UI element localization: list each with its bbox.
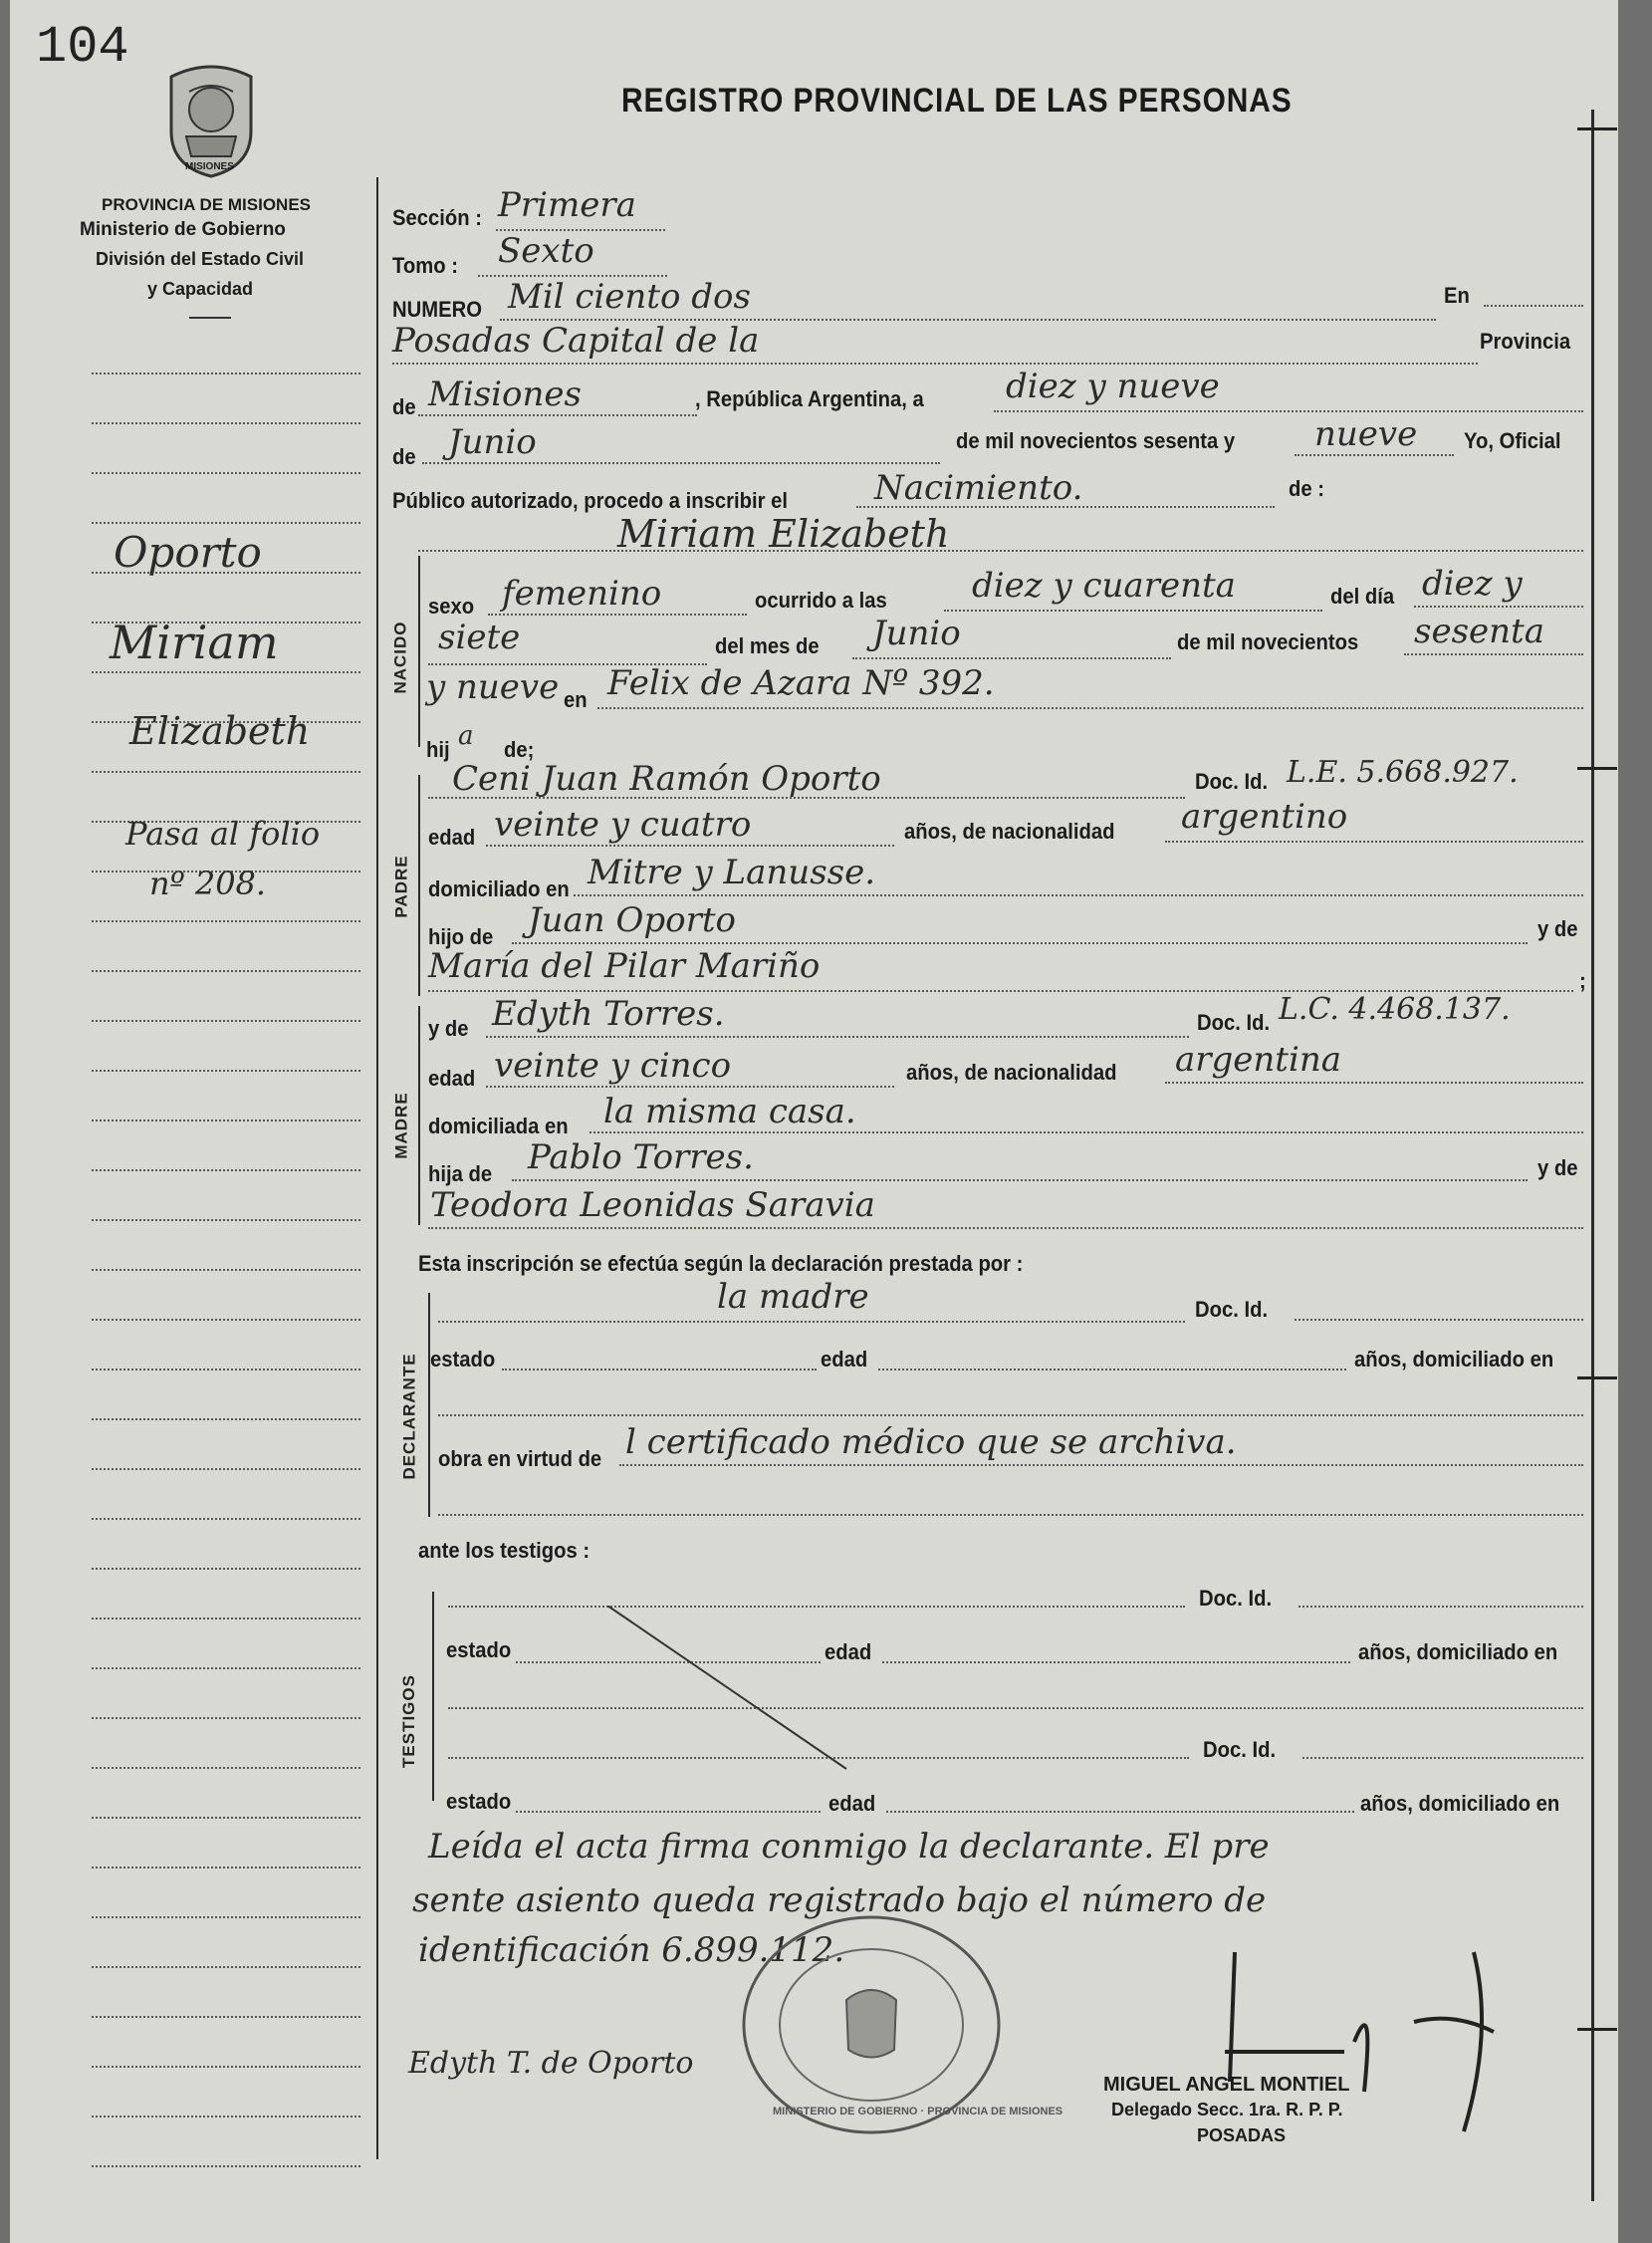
testigo2-doc-label: Doc. Id.	[1203, 1737, 1277, 1762]
page-title: REGISTRO PROVINCIAL DE LAS PERSONAS	[621, 82, 1293, 120]
crest-label: MISIONES	[185, 161, 234, 172]
anio-nac-2-value: y nueve	[426, 667, 560, 707]
hij-label: hij	[426, 737, 450, 762]
margin-rule	[92, 1767, 360, 1769]
testigo2-anos-label: años, domiciliado en	[1360, 1791, 1560, 1816]
ocurrido-label: ocurrido a las	[755, 588, 887, 613]
stamp-text: MINISTERIO DE GOBIERNO · PROVINCIA DE MISIONES	[773, 2106, 1063, 2118]
coat-of-arms-icon	[161, 62, 261, 181]
de-label-2: de	[392, 444, 416, 469]
padre-nac-value: argentino	[1181, 797, 1348, 837]
padre-bracket	[418, 775, 420, 996]
margin-rule	[92, 2066, 360, 2068]
section-testigos: TESTIGOS	[398, 1674, 418, 1768]
dia-nac-2-value: siete	[438, 618, 521, 657]
de-label: de	[392, 394, 416, 419]
right-rule	[1591, 110, 1594, 2201]
official-stamp	[737, 1910, 1063, 2139]
acto-value: Nacimiento.	[874, 468, 1083, 508]
madre-nombre-value: Edyth Torres.	[492, 994, 725, 1034]
margin-rule	[92, 1867, 360, 1869]
margin-rule	[92, 1468, 360, 1470]
madre-bracket	[418, 1006, 420, 1225]
fecha-dia-value: diez y nueve	[1006, 367, 1220, 406]
margin-rule	[92, 1269, 360, 1271]
testigo1-anos-label: años, domiciliado en	[1358, 1639, 1558, 1664]
sexo-label: sexo	[428, 594, 475, 619]
nacido-bracket	[418, 556, 420, 747]
nota-line-3: identificación 6.899.112.	[418, 1930, 845, 1970]
seccion-value: Primera	[498, 185, 636, 225]
padre-doc-value: L.E. 5.668.927.	[1287, 755, 1519, 790]
madre-dom-value: la misma casa.	[603, 1092, 856, 1131]
binding-thread	[1577, 127, 1617, 130]
testigos-bracket	[432, 1592, 434, 1801]
obra-value: l certificado médico que se archiva.	[625, 1422, 1237, 1462]
padre-hijo-de-label: hijo de	[428, 924, 494, 949]
madre-doc-value: L.C. 4.468.137.	[1279, 992, 1511, 1027]
publico-label: Público autorizado, procedo a inscribir el	[392, 488, 789, 513]
section-nacido: NACIDO	[390, 621, 410, 694]
numero-value: Mil ciento dos	[508, 277, 751, 317]
declarante-anos-label: años, domiciliado en	[1354, 1347, 1554, 1371]
hij-de-label: de;	[504, 737, 535, 762]
margin-rule	[92, 1966, 360, 1968]
margin-rule	[92, 1568, 360, 1570]
lugar-nac-value: Felix de Azara Nº 392.	[607, 663, 995, 703]
officer-place: POSADAS	[1197, 2125, 1287, 2145]
mes-nac-value: Junio	[872, 614, 961, 653]
padre-hijo-de-value: Juan Oporto	[528, 900, 736, 940]
provincia-value: Misiones	[428, 374, 582, 414]
declarante-doc-label: Doc. Id.	[1195, 1297, 1269, 1322]
tomo-label: Tomo :	[392, 253, 458, 278]
tomo-value: Sexto	[498, 231, 594, 271]
margin-rule	[92, 1418, 360, 1420]
testigo2-edad-label: edad	[828, 1791, 876, 1816]
margin-rule	[92, 1319, 360, 1321]
de-mil-label: de mil novecientos sesenta y	[956, 428, 1236, 453]
nombre-value: Miriam Elizabeth	[617, 512, 950, 556]
section-declarante: DECLARANTE	[399, 1353, 419, 1480]
en-lower-label: en	[564, 687, 588, 712]
madre-doc-label: Doc. Id.	[1197, 1010, 1271, 1035]
margin-rule	[92, 2116, 360, 2118]
margin-rule	[92, 422, 360, 424]
margin-rule	[92, 771, 360, 773]
en-label: En	[1444, 283, 1470, 308]
sexo-value: femenino	[502, 574, 662, 614]
section-padre: PADRE	[391, 855, 411, 918]
cancel-line	[607, 1606, 856, 1775]
margin-rule	[92, 1120, 360, 1122]
republica-label: , República Argentina, a	[695, 386, 924, 411]
dia-nac-1-value: diez y	[1422, 564, 1523, 604]
document-page	[10, 0, 1618, 2243]
testigo1-doc-label: Doc. Id.	[1199, 1586, 1273, 1611]
inscripcion-label: Esta inscripción se efectúa según la declaración prestada por :	[418, 1251, 1024, 1276]
page-number: 104	[36, 18, 129, 77]
madre-madre-value: Teodora Leonidas Saravia	[430, 1185, 875, 1225]
nota-line-2: sente asiento queda registrado bajo el número de	[412, 1880, 1267, 1920]
margin-rule	[92, 1219, 360, 1221]
padre-doc-label: Doc. Id.	[1195, 769, 1269, 794]
nota-line-1: Leída el acta firma conmigo la declarante. El pre	[428, 1827, 1270, 1867]
margin-rule	[92, 671, 360, 673]
officer-role: Delegado Secc. 1ra. R. P. P.	[1111, 2100, 1343, 2119]
margin-rule	[92, 1717, 360, 1719]
margin-surname: Oporto	[114, 528, 262, 577]
padre-nombre-value: Ceni Juan Ramón Oporto	[452, 759, 881, 799]
padre-edad-label: edad	[428, 825, 476, 850]
madre-dom-label: domiciliada en	[428, 1114, 569, 1138]
binding-thread	[1577, 767, 1617, 770]
margin-note-2: nº 208.	[149, 865, 267, 902]
madre-edad-value: veinte y cinco	[494, 1046, 732, 1086]
madre-anos-label: años, de nacionalidad	[906, 1060, 1117, 1085]
declarante-signature: Edyth T. de Oporto	[408, 2046, 694, 2081]
binding-thread	[1577, 2028, 1617, 2031]
capacity-label: y Capacidad	[147, 279, 254, 299]
numero-label: NUMERO	[392, 297, 482, 322]
fecha-mes-value: Junio	[448, 422, 537, 462]
padre-edad-value: veinte y cuatro	[494, 805, 752, 845]
seccion-label: Sección :	[392, 205, 482, 230]
province-label: PROVINCIA DE MISIONES	[102, 195, 312, 214]
fecha-anio-value: nueve	[1314, 414, 1418, 454]
ministry-label: Ministerio de Gobierno	[80, 219, 286, 240]
division-label: División del Estado Civil	[96, 249, 305, 269]
margin-rule	[92, 1020, 360, 1022]
madre-nac-value: argentina	[1175, 1040, 1342, 1080]
margin-rule	[92, 1518, 360, 1520]
madre-hija-de-label: hija de	[428, 1161, 493, 1186]
padre-y-de-label: y de	[1537, 916, 1578, 941]
testigo1-estado-label: estado	[446, 1637, 512, 1662]
padre-anos-label: años, de nacionalidad	[904, 819, 1115, 844]
obra-label: obra en virtud de	[438, 1446, 602, 1471]
divider	[189, 317, 231, 319]
de-mil-nov-label: de mil novecientos	[1177, 629, 1359, 654]
margin-rule	[92, 2016, 360, 2018]
officer-name: MIGUEL ANGEL MONTIEL	[1103, 2074, 1350, 2096]
padre-semicolon: ;	[1579, 968, 1586, 993]
madre-y-de-label: y de	[428, 1016, 469, 1041]
declarante-bracket	[428, 1293, 430, 1517]
anio-nac-1-value: sesenta	[1414, 612, 1544, 651]
declarante-estado-label: estado	[430, 1347, 496, 1371]
del-mes-label: del mes de	[715, 633, 820, 658]
margin-rule	[92, 920, 360, 922]
binding-thread	[1577, 1376, 1617, 1379]
margin-rule	[92, 1070, 360, 1072]
margin-note-1: Pasa al folio	[125, 815, 321, 853]
provincia-label: Provincia	[1480, 329, 1571, 354]
margin-rule	[92, 1667, 360, 1669]
margin-rule	[92, 1169, 360, 1171]
madre-edad-label: edad	[428, 1066, 476, 1091]
margin-rule	[92, 522, 360, 524]
madre-hija-de-value: Pablo Torres.	[528, 1137, 754, 1177]
madre-y-de-label-2: y de	[1537, 1155, 1578, 1180]
margin-rule	[92, 472, 360, 474]
hora-value: diez y cuarenta	[972, 566, 1236, 606]
section-madre: MADRE	[391, 1092, 411, 1159]
margin-rule	[92, 970, 360, 972]
lugar-value: Posadas Capital de la	[392, 321, 760, 361]
testigo1-edad-label: edad	[825, 1639, 872, 1664]
margin-second-name: Elizabeth	[129, 709, 311, 753]
testigos-label: ante los testigos :	[418, 1538, 590, 1563]
declarante-edad-label: edad	[821, 1347, 868, 1371]
margin-rule	[92, 1618, 360, 1620]
margin-name: Miriam	[110, 616, 279, 669]
padre-madre-value: María del Pilar Mariño	[428, 946, 821, 986]
hij-suffix: a	[458, 721, 474, 751]
de-colon-label: de :	[1289, 476, 1324, 501]
main-left-rule	[376, 177, 378, 2159]
padre-dom-value: Mitre y Lanusse.	[588, 853, 876, 892]
margin-rule	[92, 1817, 360, 1819]
declarante-value: la madre	[717, 1277, 869, 1317]
padre-dom-label: domiciliado en	[428, 876, 570, 901]
margin-rule	[92, 2165, 360, 2167]
margin-rule	[92, 1369, 360, 1371]
yo-oficial-label: Yo, Oficial	[1464, 428, 1561, 453]
margin-rule	[92, 373, 360, 374]
margin-rule	[92, 1916, 360, 1918]
testigo2-estado-label: estado	[446, 1789, 512, 1814]
del-dia-label: del día	[1330, 584, 1395, 609]
